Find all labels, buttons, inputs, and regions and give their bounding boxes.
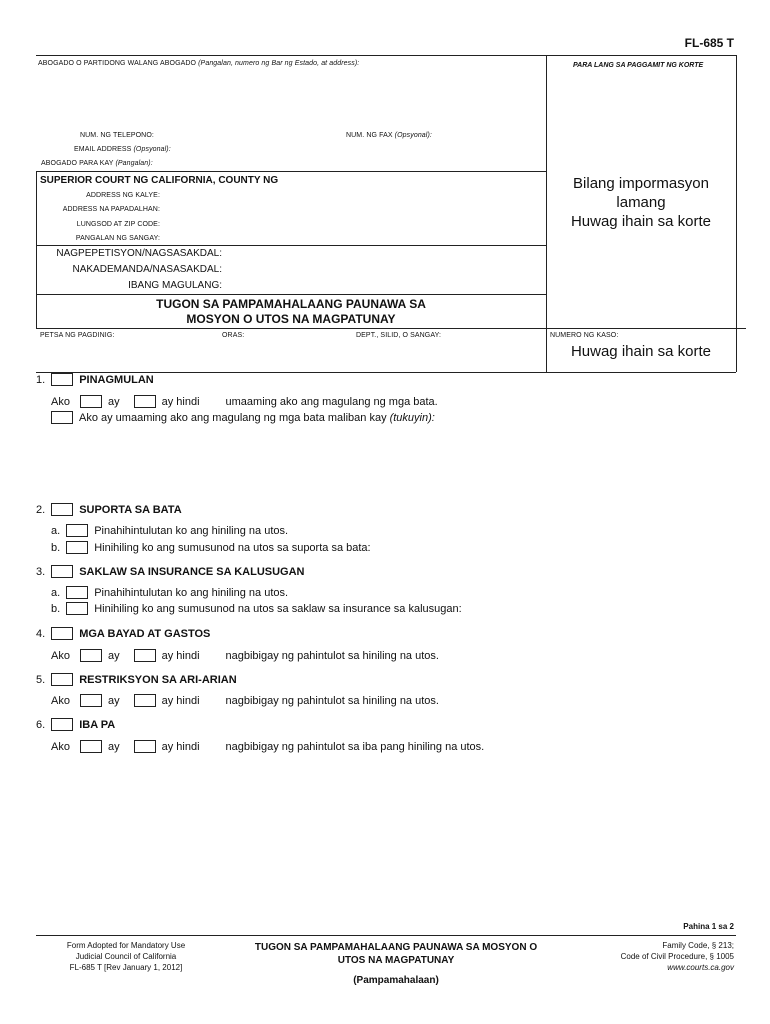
- footer-title: TUGON SA PAMPAMAHALAANG PAUNAWA SA MOSYON O UTOS NA MAGPATUNAY (Pampamahalaan): [254, 942, 538, 986]
- item-5-checkbox[interactable]: [51, 673, 73, 686]
- item-3-heading: 3. SAKLAW SA INSURANCE SA KALUSUGAN: [36, 565, 305, 578]
- item-1-alt: Ako ay umaaming ako ang magulang ng mga bata maliban kay (tukuyin):: [51, 411, 435, 424]
- mailing-label: ADDRESS NA PAPADALHAN:: [62, 206, 160, 213]
- fax-label: NUM. NG FAX (Opsyonal):: [346, 132, 432, 139]
- court-label: SUPERIOR COURT NG CALIFORNIA, COUNTY NG: [40, 175, 279, 186]
- item-1-heading: 1. PINAGMULAN: [36, 373, 154, 386]
- item-4-ay-checkbox[interactable]: [80, 649, 102, 662]
- attorney-label: ABOGADO O PARTIDONG WALANG ABOGADO (Pangalan, numero ng Bar ng Estado, at address):: [38, 60, 360, 67]
- item-1-ay-hindi-checkbox[interactable]: [134, 395, 156, 408]
- street-label: ADDRESS NG KALYE:: [86, 192, 160, 199]
- item-1-statement: Ako ay ay hindi umaaming ako ang magulang ng mga bata.: [51, 395, 438, 408]
- attorney-for-label: ABOGADO PARA KAY (Pangalan):: [41, 160, 153, 167]
- item-5-statement: Ako ay ay hindi nagbibigay ng pahintulot sa hiniling na utos.: [51, 694, 439, 707]
- item-6-ay-checkbox[interactable]: [80, 740, 102, 753]
- email-label: EMAIL ADDRESS (Opsyonal):: [74, 146, 171, 153]
- dept-label: DEPT., SILID, O SANGAY:: [356, 332, 442, 339]
- item-2-checkbox[interactable]: [51, 503, 73, 516]
- item-4-heading: 4. MGA BAYAD AT GASTOS: [36, 627, 211, 640]
- item-2a: a. Pinahihintulutan ko ang hiniling na utos.: [51, 524, 289, 537]
- form-id: FL-685 T: [684, 36, 734, 50]
- city-label: LUNGSOD AT ZIP CODE:: [76, 221, 160, 228]
- item-6-ay-hindi-checkbox[interactable]: [134, 740, 156, 753]
- form-title-line2: MOSYON O UTOS NA MAGPATUNAY: [186, 312, 396, 326]
- item-1-alt-checkbox[interactable]: [51, 411, 73, 424]
- item-2a-checkbox[interactable]: [66, 524, 88, 537]
- item-6-heading: 6. IBA PA: [36, 718, 116, 731]
- time-label: ORAS:: [222, 332, 245, 339]
- item-4-statement: Ako ay ay hindi nagbibigay ng pahintulot sa hiniling na utos.: [51, 649, 439, 662]
- petitioner-label: NAGPEPETISYON/NAGSASAKDAL:: [56, 248, 222, 259]
- item-2b: b. Hinihiling ko ang sumusunod na utos sa suporta sa bata:: [51, 541, 371, 554]
- item-3-checkbox[interactable]: [51, 565, 73, 578]
- info-notice: Bilang impormasyon lamang Huwag ihain sa korte: [570, 175, 712, 230]
- footer-right: Family Code, § 213; Code of Civil Procedure, § 1005 www.courts.ca.gov: [534, 940, 734, 973]
- item-4-checkbox[interactable]: [51, 627, 73, 640]
- form-title-line1: TUGON SA PAMPAMAHALAANG PAUNAWA SA: [156, 297, 426, 311]
- item-2-heading: 2. SUPORTA SA BATA: [36, 503, 182, 516]
- court-use-label: PARA LANG SA PAGGAMIT NG KORTE: [573, 62, 704, 69]
- hearing-date-label: PETSA NG PAGDINIG:: [40, 332, 115, 339]
- respondent-label: NAKADEMANDA/NASASAKDAL:: [72, 264, 222, 275]
- item-6-checkbox[interactable]: [51, 718, 73, 731]
- item-3a: a. Pinahihintulutan ko ang hiniling na utos.: [51, 586, 289, 599]
- item-3b: b. Hinihiling ko ang sumusunod na utos sa saklaw sa insurance sa kalusugan:: [51, 602, 462, 615]
- item-3b-checkbox[interactable]: [66, 602, 88, 615]
- item-5-heading: 5. RESTRIKSYON SA ARI-ARIAN: [36, 673, 237, 686]
- item-5-ay-checkbox[interactable]: [80, 694, 102, 707]
- other-parent-label: IBANG MAGULANG:: [128, 280, 222, 291]
- item-3a-checkbox[interactable]: [66, 586, 88, 599]
- case-notice: Huwag ihain sa korte: [570, 343, 712, 360]
- item-6-statement: Ako ay ay hindi nagbibigay ng pahintulot sa iba pang hiniling na utos.: [51, 740, 485, 753]
- page-number: Pahina 1 sa 2: [683, 922, 734, 931]
- item-5-ay-hindi-checkbox[interactable]: [134, 694, 156, 707]
- footer-left: Form Adopted for Mandatory Use Judicial Council of California FL-685 T [Rev January 1, 2012]: [66, 941, 186, 972]
- item-1-checkbox[interactable]: [51, 373, 73, 386]
- item-2b-checkbox[interactable]: [66, 541, 88, 554]
- item-4-ay-hindi-checkbox[interactable]: [134, 649, 156, 662]
- courts-link[interactable]: www.courts.ca.gov: [667, 963, 734, 972]
- item-1-ay-checkbox[interactable]: [80, 395, 102, 408]
- branch-label: PANGALAN NG SANGAY:: [75, 235, 160, 242]
- phone-label: NUM. NG TELEPONO:: [80, 132, 154, 139]
- case-number-label: NUMERO NG KASO:: [550, 332, 619, 339]
